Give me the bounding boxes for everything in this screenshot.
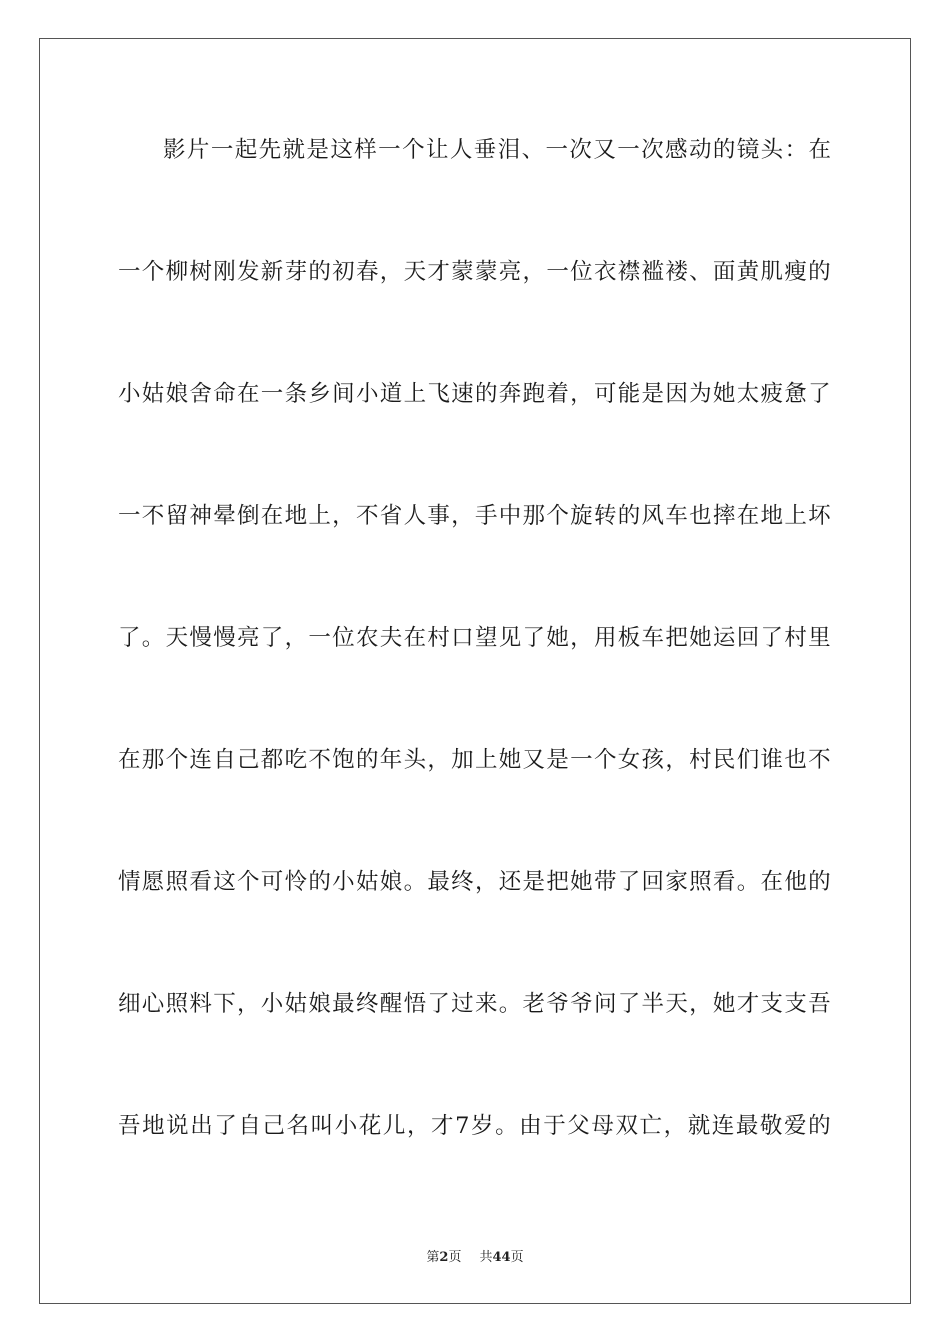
paragraph-line-7: 情 愿 照 看 这 个 可 怜 的 小 姑 娘 。 最 终 ， 还 是 把 她 带 了 回 家 照 看 。 在 他 的 [118,869,831,895]
page-footer [0,1246,950,1265]
paragraph-line-3: 小 姑 娘 舍 命 在 一 条 乡 间 小 道 上 飞 速 的 奔 跑 着 ， 可 能 是 因 为 她 太 疲 惫 了 [118,381,831,407]
paragraph-line-9: 吾 地 说 出 了 自 己 名 叫 小 花 儿 ， 才 7 岁 。 由 于 父 母 双 亡 ， 就 连 最 敬 爱 的 [118,1113,831,1139]
paragraph-line-2: 一 个 柳 树 刚 发 新 芽 的 初 春 ， 天 才 蒙 蒙 亮 ， 一 位 衣 襟 褴 褛 、 面 黄 肌 瘦 的 [118,259,831,285]
paragraph-line-1: 影 片 一 起 先 就 是 这 样 一 个 让 人 垂 泪 、 一 次 又 一 次 感 动 的 镜 头 ： 在 [163,137,831,163]
total-pages: 44 [492,1250,511,1265]
paragraph-line-4: 一 不 留 神 晕 倒 在 地 上 ， 不 省 人 事 ， 手 中 那 个 旋 转 的 风 车 也 摔 在 地 上 坏 [118,503,831,529]
page-suffix: 页 [448,1250,462,1265]
paragraph-line-5: 了 。 天 慢 慢 亮 了 ， 一 位 农 夫 在 村 口 望 见 了 她 ， 用 板 车 把 她 运 回 了 村 里 [118,625,831,651]
page-number: 2 [439,1250,449,1265]
page-prefix: 第 [426,1250,440,1265]
total-prefix: 共 [479,1250,493,1265]
document-body [118,124,831,1222]
paragraph-line-8: 细 心 照 料 下 ， 小 姑 娘 最 终 醒 悟 了 过 来 。 老 爷 爷 问 了 半 天 ， 她 才 支 支 吾 [118,991,831,1017]
paragraph-line-6: 在 那 个 连 自 己 都 吃 不 饱 的 年 头 ， 加 上 她 又 是 一 个 女 孩 ， 村 民 们 谁 也 不 [118,747,831,773]
total-suffix: 页 [510,1250,524,1265]
